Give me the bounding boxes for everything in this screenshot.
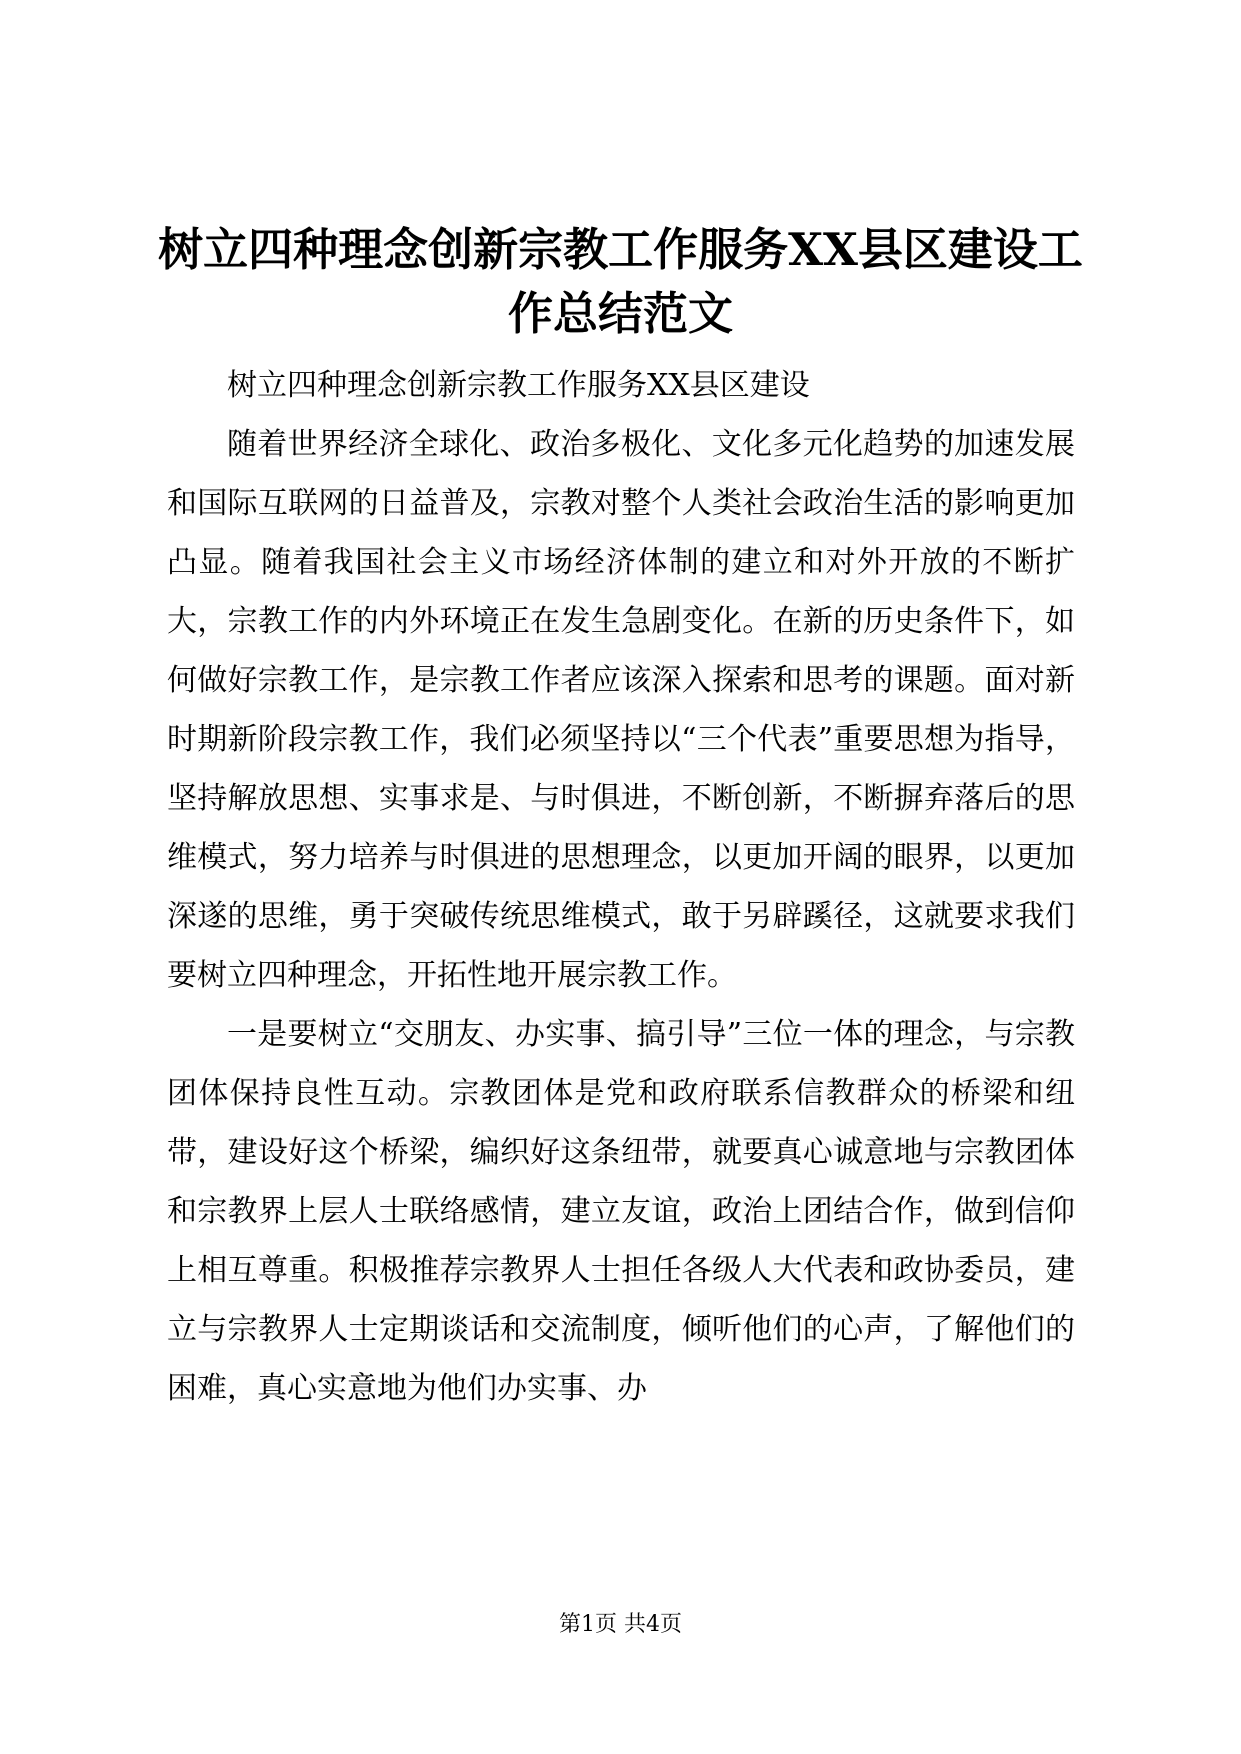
document-body (167, 356, 1075, 1418)
paragraph-point-one: 一是要树立“交朋友、办实事、搞引导”三位一体的理念，与宗教团体保持良性互动。宗教团体是党和政府联系信教群众的桥梁和纽带，建设好这个桥梁，编织好这条纽带，就要真心诚意地与宗教团体和宗教界上层人士联络感情，建立友谊，政治上团结合作，做到信仰上相互尊重。积极推荐宗教界人士担任各级人大代表和政协委员，建立与宗教界人士定期谈话和交流制度，倾听他们的心声，了解他们的困难，真心实意地为他们办实事、办 (167, 1017, 1075, 1406)
paragraph-intro: 随着世界经济全球化、政治多极化、文化多元化趋势的加速发展和国际互联网的日益普及，宗教对整个人类社会政治生活的影响更加凸显。随着我国社会主义市场经济体制的建立和对外开放的不断扩大，宗教工作的内外环境正在发生急剧变化。在新的历史条件下，如何做好宗教工作，是宗教工作者应该深入探索和思考的课题。面对新时期新阶段宗教工作，我们必须坚持以“三个代表”重要思想为指导，坚持解放思想、实事求是、与时俱进，不断创新，不断摒弃落后的思维模式，努力培养与时俱进的思想理念，以更加开阔的眼界，以更加深遂的思维，勇于突破传统思维模式，敢于另辟蹊径，这就要求我们要树立四种理念，开拓性地开展宗教工作。 (167, 427, 1075, 993)
page-indicator: 第1页 共4页 (559, 1612, 682, 1637)
paragraph-subtitle: 树立四种理念创新宗教工作服务XX县区建设 (227, 368, 810, 403)
page-footer (0, 1610, 1241, 1640)
document-title: 树立四种理念创新宗教工作服务XX县区建设工作总结范文 (158, 223, 1083, 340)
